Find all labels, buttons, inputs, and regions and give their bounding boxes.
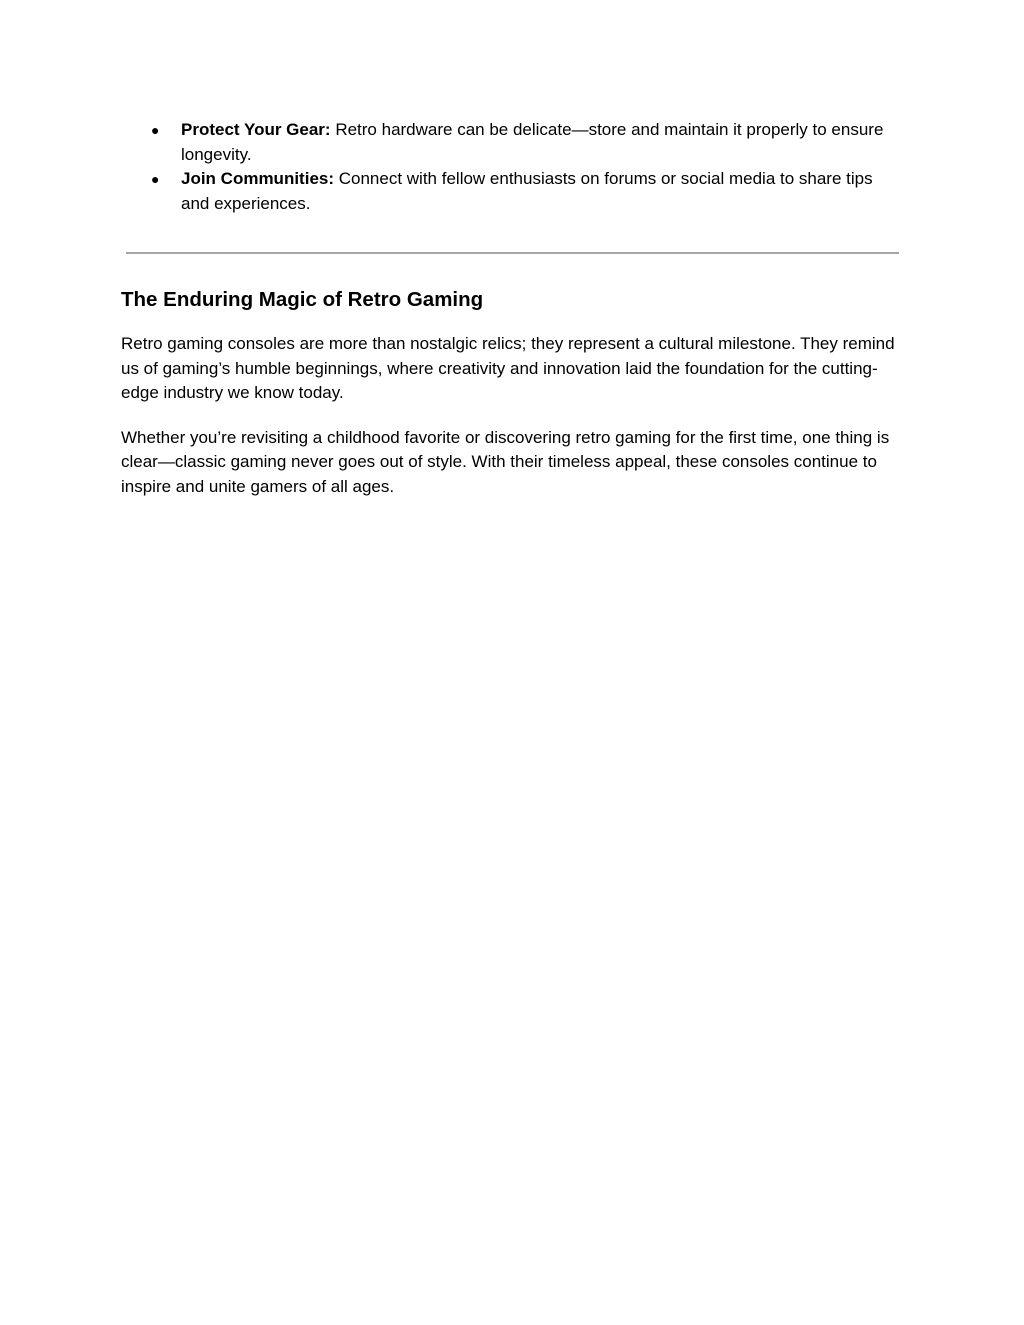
list-item — [121, 167, 901, 216]
section-heading: The Enduring Magic of Retro Gaming — [121, 288, 484, 311]
bullet-icon: ● — [151, 171, 160, 187]
bullet-text: Connect with fellow enthusiasts on forums or social media to share tips and experiences. — [181, 169, 873, 213]
list-item — [121, 118, 901, 167]
paragraph: Retro gaming consoles are more than nostalgic relics; they represent a cultural milestone. They remind us of gaming’s humble beginnings, where creativity and innovation laid the foundation for the cutting-edge industry we know today. — [121, 334, 895, 402]
bullet-term: Protect Your Gear: — [181, 120, 331, 139]
bullet-term: Join Communities: — [181, 169, 335, 188]
paragraph: Whether you’re revisiting a childhood favorite or discovering retro gaming for the first time, one thing is clear—classic gaming never goes out of style. With their timeless appeal, these consoles continue to inspire and unite gamers of all ages. — [121, 427, 890, 496]
document-page — [121, 118, 901, 499]
section-divider — [126, 252, 899, 254]
bullet-icon: ● — [151, 122, 160, 138]
bullet-text: Retro hardware can be delicate—store and maintain it properly to ensure longevity. — [181, 120, 884, 164]
tips-list — [121, 118, 901, 216]
